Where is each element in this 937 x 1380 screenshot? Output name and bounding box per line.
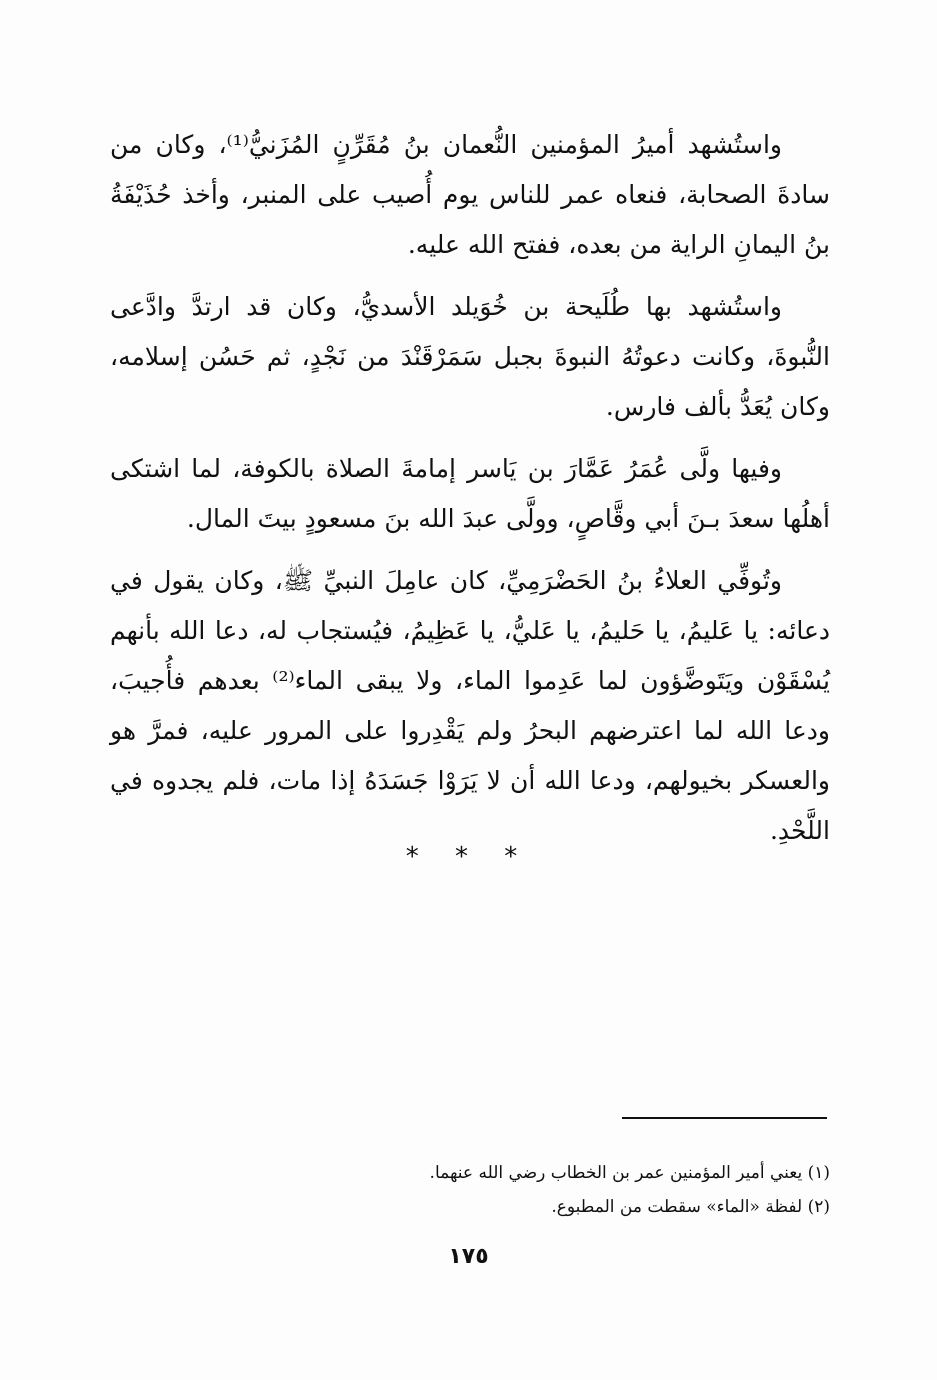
footnote-divider bbox=[622, 1117, 827, 1119]
footnote-1: (١) يعني أمير المؤمنين عمر بن الخطاب رضي الله عنهما. bbox=[429, 1163, 830, 1183]
main-text bbox=[110, 120, 830, 868]
paragraph-3: وفيها ولَّى عُمَرُ عَمَّارَ بن يَاسر إمامةَ الصلاة بالكوفة، لما اشتكى أهلُها سعدَ بـنَ أبي وقَّاصٍ، وولَّى عبدَ الله بنَ مسعودٍ بيتَ المال. bbox=[110, 454, 830, 533]
paragraph-4: وتُوفِّي العلاءُ بنُ الحَضْرَمِيِّ، كان عامِلَ النبيِّ ﷺ، وكان يقول في دعائه: يا عَليمُ، يا حَليمُ، يا عَليُّ، يا عَظِيمُ، فيُستجاب له، دعا الله بأنهم يُسْقَوْن ويَتَوضَّؤون لما عَدِموا الماء، ولا يبقى الماء⁽²⁾ بعدهم فأُجيبَ، ودعا الله لما اعترضهم البحرُ ولم يَقْدِروا على المرور عليه، فمرَّ هو والعسكر بخيولهم، ودعا الله أن لا يَرَوْا جَسَدَهُ إذا مات، فلم يجدوه في اللَّحْدِ. bbox=[110, 566, 830, 845]
section-separator: * * * bbox=[405, 842, 532, 872]
paragraph-2: واستُشهد بها طُلَيحة بن خُوَيلد الأسديُّ، وكان قد ارتدَّ وادَّعى النُّبوةَ، وكانت دعوتُهُ النبوةَ بجبل سَمَرْقَنْدَ من نَجْدٍ، ثم حَسُن إسلامه، وكان يُعَدُّ بألف فارس. bbox=[110, 292, 830, 421]
footnote-2: (٢) لفظة «الماء» سقطت من المطبوع. bbox=[551, 1197, 830, 1217]
page-number: ١٧٥ bbox=[448, 1244, 489, 1269]
paragraph-1: واستُشهد أميرُ المؤمنين النُّعمان بنُ مُقَرِّنٍ المُزَنيُّ⁽¹⁾، وكان من سادةَ الصحابة، فنعاه عمر للناس يوم أُصيب على المنبر، وأخذ حُذَيْفَةُ بنُ اليمانِ الراية من بعده، ففتح الله عليه. bbox=[110, 130, 830, 259]
footnotes bbox=[110, 1156, 830, 1224]
